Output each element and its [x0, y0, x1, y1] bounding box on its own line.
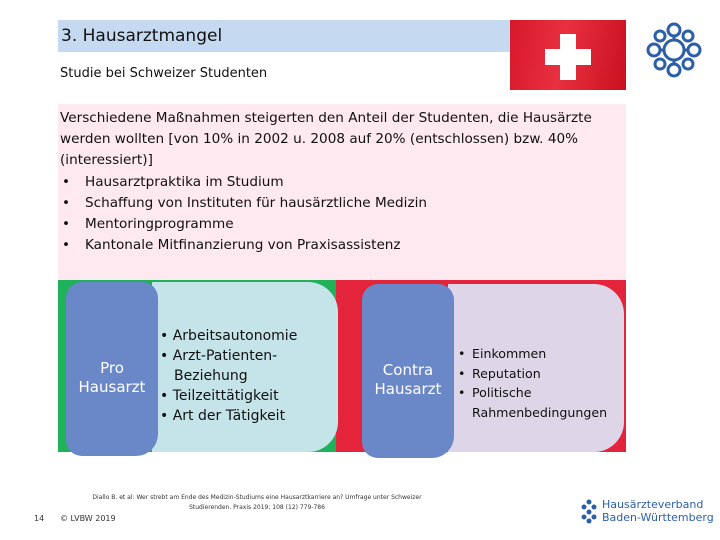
contra-item: • Einkommen — [458, 344, 622, 364]
contra-list — [458, 344, 622, 422]
slide-title: 3. Hausarztmangel — [58, 20, 510, 52]
contra-label: Contra Hausarzt — [374, 361, 442, 398]
pro-item: • Art der Tätigkeit — [160, 406, 324, 426]
citation: Diallo B. et al: Wer strebt am Ende des Medizin-Studiums eine Hausarztkarriere an? Umfrage unter Schweizer Studierenden. Praxis 2019; 108 (12) 779-786 — [92, 494, 422, 511]
copyright: © LVBW 2019 — [60, 514, 116, 523]
intro-text-line1: Verschiedene Maßnahmen steigerten den Anteil der Studenten, die Hausärzte — [60, 110, 592, 126]
measures-list — [60, 172, 624, 257]
swiss-flag-icon — [510, 20, 626, 90]
pro-label: Pro Hausarzt — [78, 359, 146, 396]
organization-logo-icon — [642, 18, 706, 82]
footer-logo-icon — [580, 498, 598, 524]
pro-list — [160, 326, 324, 426]
slide-subtitle: Studie bei Schweizer Studenten — [60, 66, 268, 81]
measure-item: • Hausarztpraktika im Studium — [60, 172, 624, 193]
pro-item: • Arbeitsautonomie — [160, 326, 324, 346]
intro-text-line2: werden wollten [von 10% in 2002 u. 2008 auf 20% (entschlossen) bzw. 40% (interessiert)] — [60, 131, 579, 169]
contra-item: • Reputation — [458, 364, 622, 384]
measures-box — [58, 104, 626, 280]
page-number: 14 — [34, 514, 45, 523]
measure-item: • Kantonale Mitfinanzierung von Praxisassistenz — [60, 235, 624, 256]
pro-item: • Teilzeittätigkeit — [160, 386, 324, 406]
organization-name: Hausärzteverband Baden-Württemberg — [602, 498, 714, 524]
pro-item: • Arzt-Patienten-Beziehung — [160, 346, 324, 386]
measure-item: • Schaffung von Instituten für hausärztliche Medizin — [60, 193, 624, 214]
measure-item: • Mentoringprogramme — [60, 214, 624, 235]
contra-item: • Politische Rahmenbedingungen — [458, 383, 622, 422]
